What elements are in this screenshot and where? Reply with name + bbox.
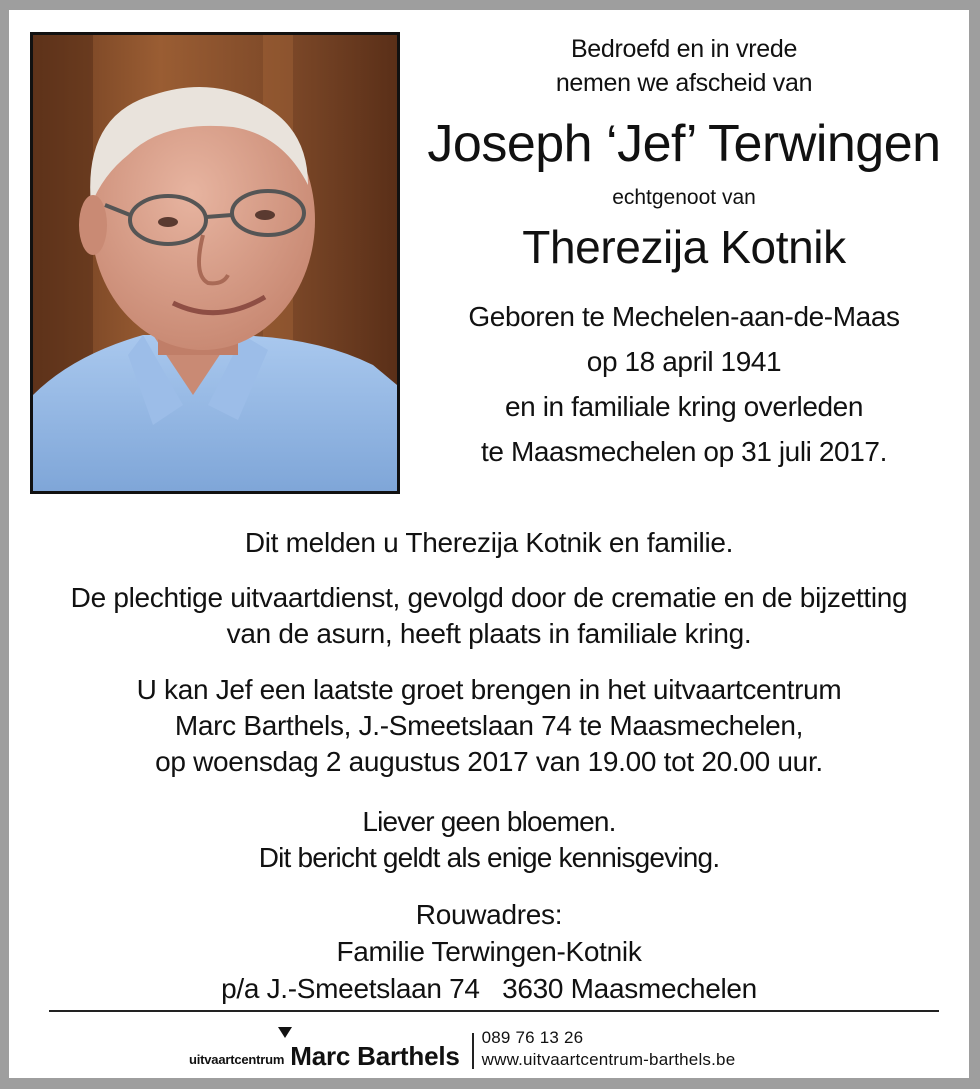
phone-number: 089 76 13 26: [481, 1028, 584, 1047]
birth-death-block: [419, 294, 949, 474]
address-street: p/a J.-Smeetslaan 74 3630 Maasmechelen: [221, 973, 757, 1004]
visitation-line-1: U kan Jef een laatste groet brengen in het uitvaartcentrum: [136, 674, 842, 705]
obituary-card: [9, 10, 969, 1078]
logo-small-label: uitvaartcentrum: [189, 1052, 285, 1067]
portrait-photo: [30, 32, 400, 494]
logo-brand-name: Marc Barthels: [290, 1041, 460, 1071]
visitation-line-2: Marc Barthels, J.-Smeetslaan 74 te Maasmechelen,: [174, 710, 804, 741]
portrait-illustration: [33, 35, 397, 491]
triangle-mark-icon: [278, 1027, 292, 1038]
notice-line-1: Liever geen bloemen.: [362, 806, 616, 837]
relation-label: echtgenoot van: [612, 186, 756, 209]
intro-line-1: Bedroefd en in vrede: [570, 35, 798, 63]
announcement: Dit melden u Therezija Kotnik en familie.: [244, 527, 734, 558]
website-link[interactable]: www.uitvaartcentrum-barthels.be: [481, 1050, 736, 1069]
death-circumstance: en in familiale kring overleden: [504, 391, 864, 422]
address-family: Familie Terwingen-Kotnik: [336, 936, 642, 967]
notice-line-2: Dit bericht geldt als enige kennisgeving.: [258, 842, 720, 873]
service-line-1: De plechtige uitvaartdienst, gevolgd door de crematie en de bijzetting: [70, 582, 908, 613]
logo-brand: [290, 1041, 459, 1071]
deceased-name: Joseph ‘Jef’ Terwingen: [427, 115, 941, 173]
footer-divider: [49, 1010, 939, 1012]
service-line-2: van de asurn, heeft plaats in familiale kring.: [226, 618, 752, 649]
birth-place: Geboren te Mechelen-aan-de-Maas: [468, 301, 900, 332]
visitation-paragraph: [9, 672, 969, 780]
notice-paragraph: [9, 804, 969, 876]
header-block: [419, 32, 949, 474]
intro-line-2: nemen we afscheid van: [555, 69, 813, 97]
visitation-line-3: op woensdag 2 augustus 2017 van 19.00 tot 20.00 uur.: [155, 746, 823, 777]
death-place-date: te Maasmechelen op 31 juli 2017.: [481, 436, 887, 467]
service-paragraph: [9, 580, 969, 652]
spouse-name: Therezija Kotnik: [522, 221, 846, 273]
logo-separator: [472, 1033, 474, 1069]
funeral-home-logo: [189, 1023, 735, 1071]
birth-date: op 18 april 1941: [586, 346, 782, 377]
address-heading: Rouwadres:: [415, 899, 563, 930]
contact-info: [482, 1027, 736, 1071]
mourning-address: [9, 896, 969, 1007]
